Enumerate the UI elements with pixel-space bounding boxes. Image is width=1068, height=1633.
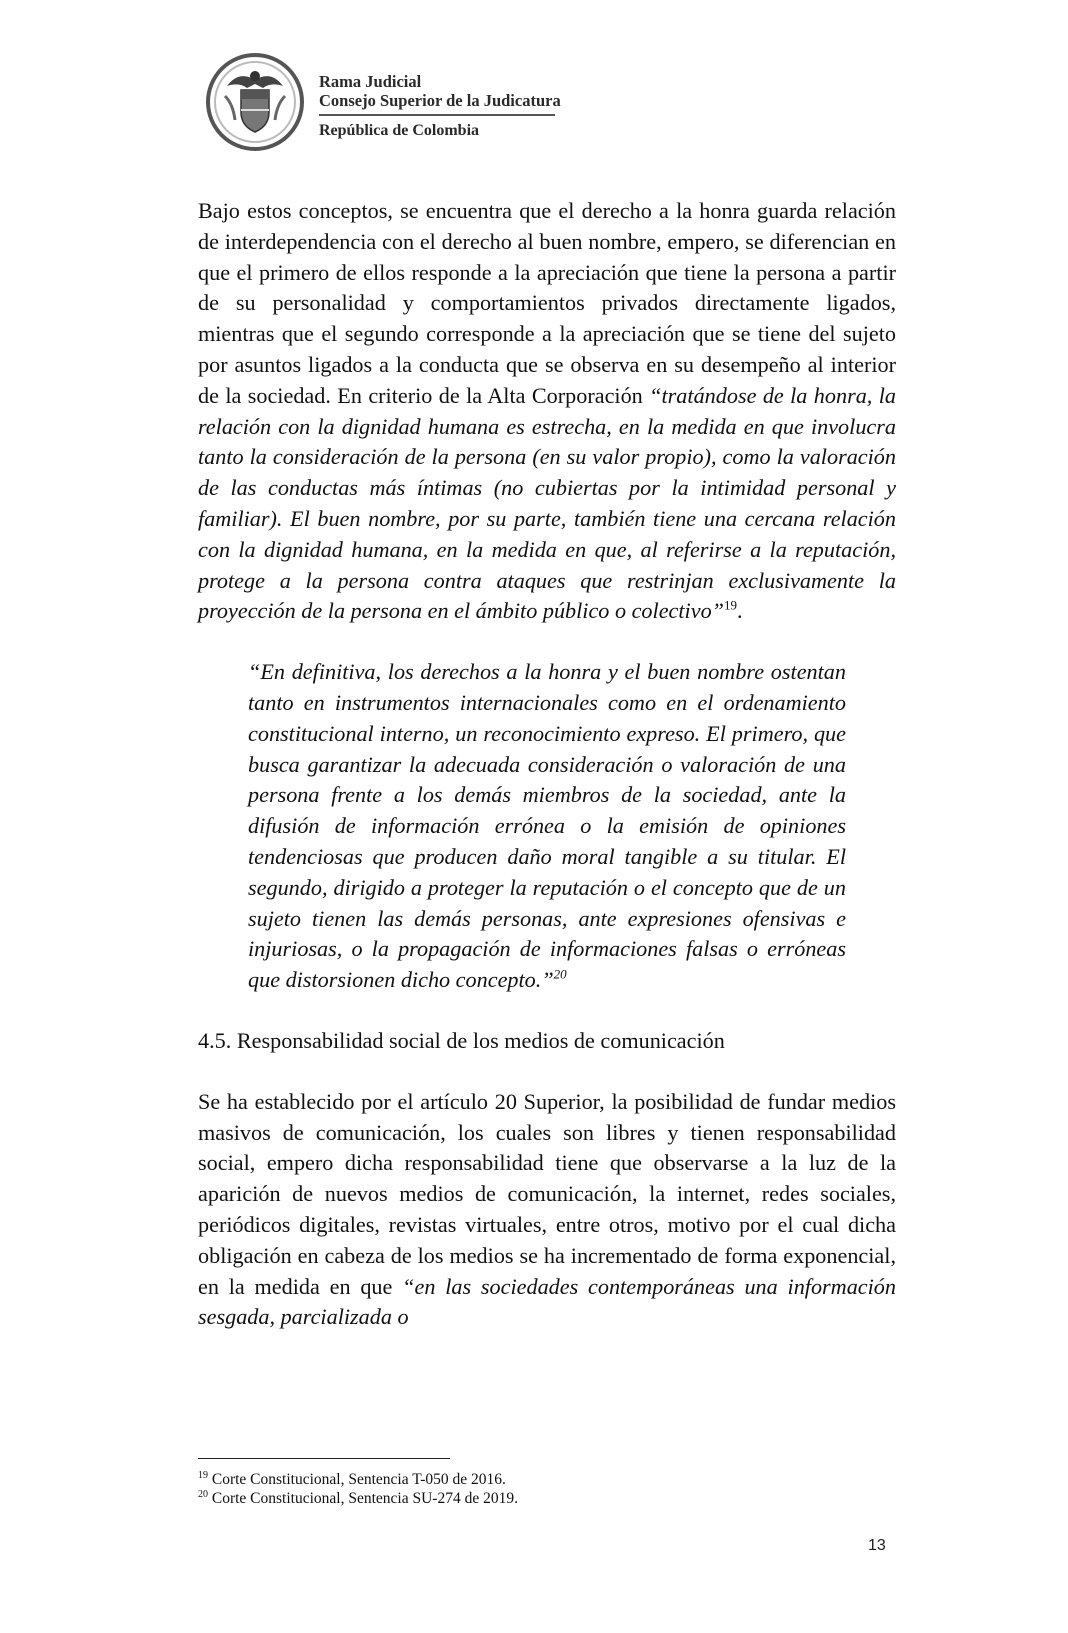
italic-citation: “tratándose de la honra, la relación con la dignidad humana es estrecha, en la medida en que involucra tanto la consideración de la persona (en su valor propio), como la valoración de las conductas más íntimas (no cubiertas por la intimidad personal y familiar). El buen nombre, por su parte, también tiene una cercana relación con la dignidad humana, en la medida en que, al referirse a la reputación, protege a la persona contra ataques que restrinjan exclusivamente la proyección de la persona en el ámbito público o colectivo” [198,382,896,624]
footnote-ref-20: 20 [553,966,567,982]
page-body [198,196,896,1333]
letterhead [205,52,565,157]
institution-name [319,72,565,140]
footnote-19 [198,1470,898,1489]
italic-citation: “en las sociedades contemporáneas una información sesgada, parcializada o [198,1273,896,1330]
footnotes [198,1470,898,1508]
institution-line-1: Rama Judicial [319,72,422,91]
footnote-text: Corte Constitucional, Sentencia SU-274 de 2019. [211,1490,518,1507]
paragraph-text: Se ha establecido por el artículo 20 Superior, la posibilidad de fundar medios masivos de comunicación, los cuales son libres y tienen responsabilidad social, empero dicha responsabilidad tiene que observarse a la luz de la aparición de nuevos medios de comunicación, la internet, redes sociales, periódicos digitales, revistas virtuales, entre otros, motivo por el cual dicha obligación en cabeza de los medios se ha incrementado de forma exponencial, en la medida en que [198,1088,896,1299]
institution-line-3: República de Colombia [319,121,480,139]
footnote-number: 20 [198,1488,208,1500]
paragraph-medios [198,1087,896,1333]
block-quote [248,657,846,996]
footnote-text: Corte Constitucional, Sentencia T-050 de 2016. [211,1471,506,1488]
quote-text: “En definitiva, los derechos a la honra y el buen nombre ostentan tanto en instrumentos internacionales como en el ordenamiento constitucional interno, un reconocimiento expreso. El primero, que busca garantizar la adecuada consideración o valoración de una persona frente a los demás miembros de la sociedad, ante la difusión de información errónea o la emisión de opiniones tendenciosas que producen daño moral tangible a su titular. El segundo, dirigido a proteger la reputación o el concepto que de un sujeto tienen las demás personas, ante expresiones ofensivas e injuriosas, o la propagación de informaciones falsas o erróneas que distorsionen dicho concepto.” [248,659,846,993]
paragraph-text: Bajo estos conceptos, se encuentra que el derecho a la honra guarda relación de interdependencia con el derecho al buen nombre, empero, se diferencian en que el primero de ellos responde a la apreciación que tiene la persona a partir de su personalidad y comportamientos privados directamente ligados, mientras que el segundo corresponde a la apreciación que se tiene del sujeto por asuntos ligados a la conducta que se observa en su desempeño al interior de la sociedad. En criterio de la Alta Corporación [198,198,896,408]
paragraph-honra [198,196,896,627]
page-number: 13 [868,1537,886,1554]
footnote-20 [198,1489,898,1508]
coat-of-arms-seal-icon [205,52,305,152]
footnote-number: 19 [198,1469,208,1481]
institution-line-2: Consejo Superior de la Judicatura [319,91,561,110]
paragraph-end: . [737,598,743,624]
footnote-ref-19: 19 [724,597,737,613]
header-divider [319,114,555,116]
footnote-divider [198,1458,450,1459]
section-heading: 4.5. Responsabilidad social de los medios de comunicación [198,1027,725,1053]
